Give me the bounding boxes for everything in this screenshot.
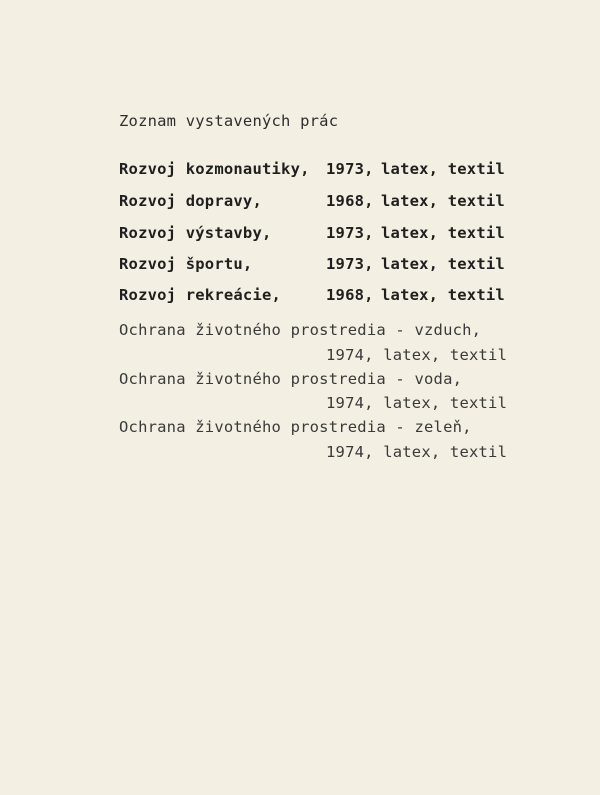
work-material: latex, textil — [381, 160, 505, 178]
list-heading: Zoznam vystavených prác — [119, 112, 339, 130]
work-title: Rozvoj dopravy, — [119, 192, 262, 210]
environment-work-title: Ochrana životného prostredia - zeleň, — [119, 418, 472, 436]
environment-work-title: Ochrana životného prostredia - voda, — [119, 370, 463, 388]
work-title: Rozvoj rekreácie, — [119, 286, 282, 304]
work-title: Rozvoj výstavby, — [119, 224, 272, 242]
work-year: 1968, — [326, 286, 374, 304]
work-material: latex, textil — [381, 255, 505, 273]
work-material: latex, textil — [381, 286, 505, 304]
work-material: latex, textil — [381, 224, 505, 242]
work-year: 1968, — [326, 192, 374, 210]
work-title: Rozvoj kozmonautiky, — [119, 160, 310, 178]
work-material: latex, textil — [381, 192, 505, 210]
environment-work-detail: 1974, latex, textil — [326, 394, 508, 412]
work-title: Rozvoj športu, — [119, 255, 253, 273]
environment-work-detail: 1974, latex, textil — [326, 346, 508, 364]
environment-work-detail: 1974, latex, textil — [326, 443, 508, 461]
work-year: 1973, — [326, 255, 374, 273]
work-year: 1973, — [326, 160, 374, 178]
work-year: 1973, — [326, 224, 374, 242]
environment-work-title: Ochrana životného prostredia - vzduch, — [119, 321, 482, 339]
